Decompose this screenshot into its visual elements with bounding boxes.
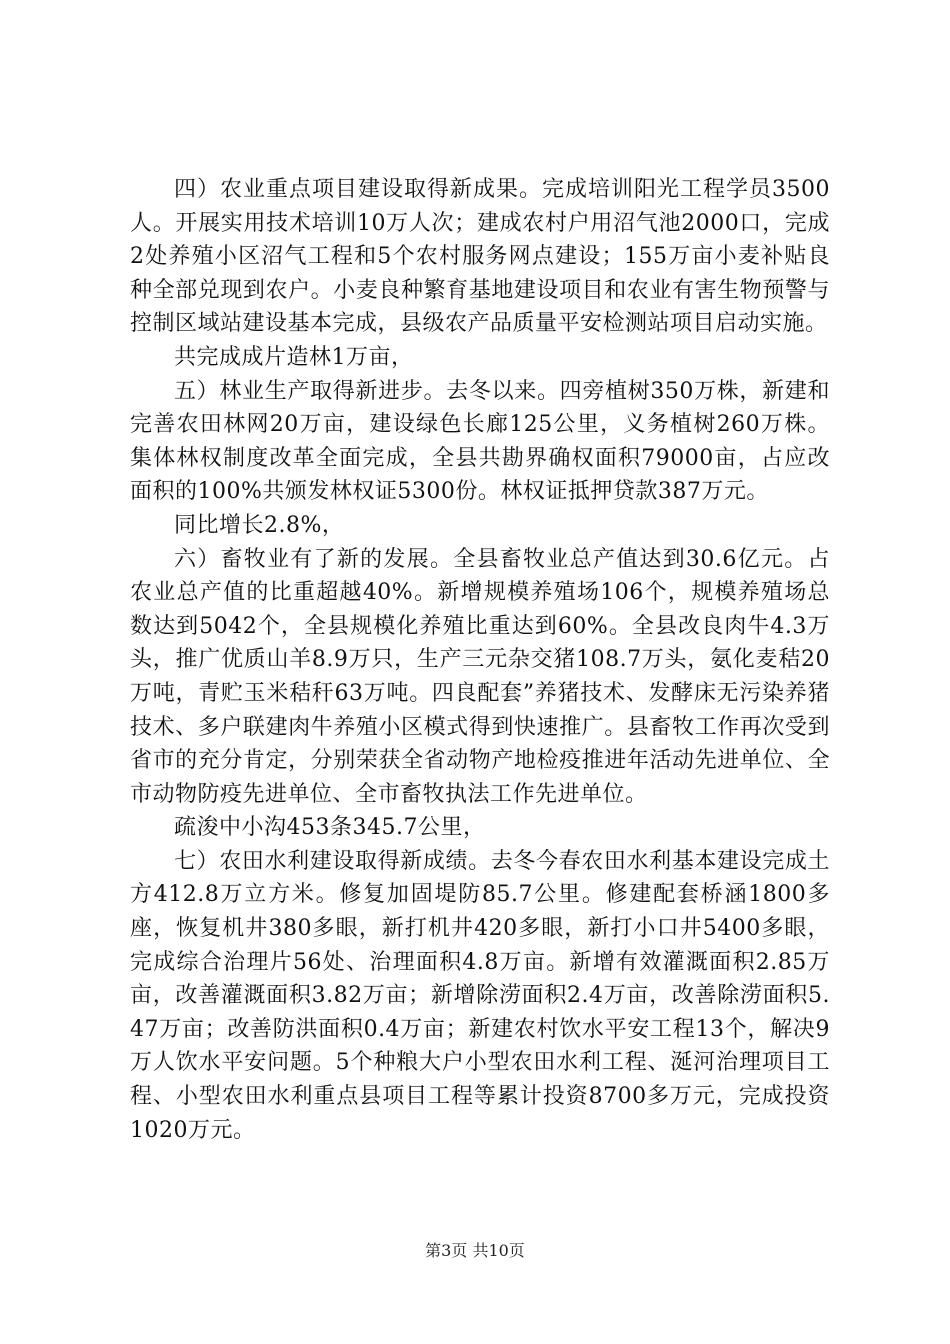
paragraph-water-conservancy: 七）农田水利建设取得新成绩。去冬今春农田水利基本建设完成土方412.8万立方米。修复加固堤防85.7公里。修建配套桥涵1800多座，恢复机井380多眼，新打机井420多眼，新打小口井5400多眼，完成综合治理片56处、治理面积4.8万亩。新增有效灌溉面积2.85万亩，改善灌溉面积3.82万亩；新增除涝面积2.4万亩，改善除涝面积5.47万亩；改善防洪面积0.4万亩；新建农村饮水平安工程13个，解决9万人饮水平安问题。5个种粮大户小型农田水利工程、涎河治理项目工程、小型农田水利重点县项目工程等累计投资8700多万元，完成投资1020万元。 <box>130 848 830 1143</box>
paragraph-forestry: 五）林业生产取得新进步。去冬以来。四旁植树350万株，新建和完善农田林网20万亩，建设绿色长廊125公里，义务植树260万株。集体林权制度改革全面完成，全县共勘界确权面积79000亩，占应改面积的100%共颁发林权证5300份。林权证抵押贷款387万元。 <box>130 378 830 505</box>
paragraph-afforestation-note: 共完成成片造林1万亩， <box>174 344 414 370</box>
paragraph-agriculture-projects: 四）农业重点项目建设取得新成果。完成培训阳光工程学员3500人。开展实用技术培训10万人次；建成农村户用沼气池2000口，完成2处养殖小区沼气工程和5个农村服务网点建设；155万亩小麦补贴良种全部兑现到农户。小麦良种繁育基地建设项目和农业有害生物预警与控制区域站建设基本完成，县级农产品质量平安检测站项目启动实施。 <box>130 177 830 337</box>
paragraph-dredging-note: 疏浚中小沟453条345.7公里， <box>174 815 486 841</box>
document-body <box>130 173 830 1147</box>
paragraph-animal-husbandry: 六）畜牧业有了新的发展。全县畜牧业总产值达到30.6亿元。占农业总产值的比重超越40%。新增规模养殖场106个，规模养殖场总数达到5042个，全县规模化养殖比重达到60%。全县改良肉牛4.3万头，推广优质山羊8.9万只，生产三元杂交猪108.7万头，氨化麦秸20万吨，青贮玉米秸秆63万吨。四良配套”养猪技术、发酵床无污染养猪技术、多户联建肉牛养殖小区模式得到快速推广。县畜牧工作再次受到省市的充分肯定，分别荣获全省动物产地检疫推进年活动先进单位、全市动物防疫先进单位、全市畜牧执法工作先进单位。 <box>130 546 830 807</box>
page-number-footer: 第3页 共10页 <box>425 1241 525 1260</box>
paragraph-growth-note: 同比增长2.8%， <box>174 512 345 538</box>
